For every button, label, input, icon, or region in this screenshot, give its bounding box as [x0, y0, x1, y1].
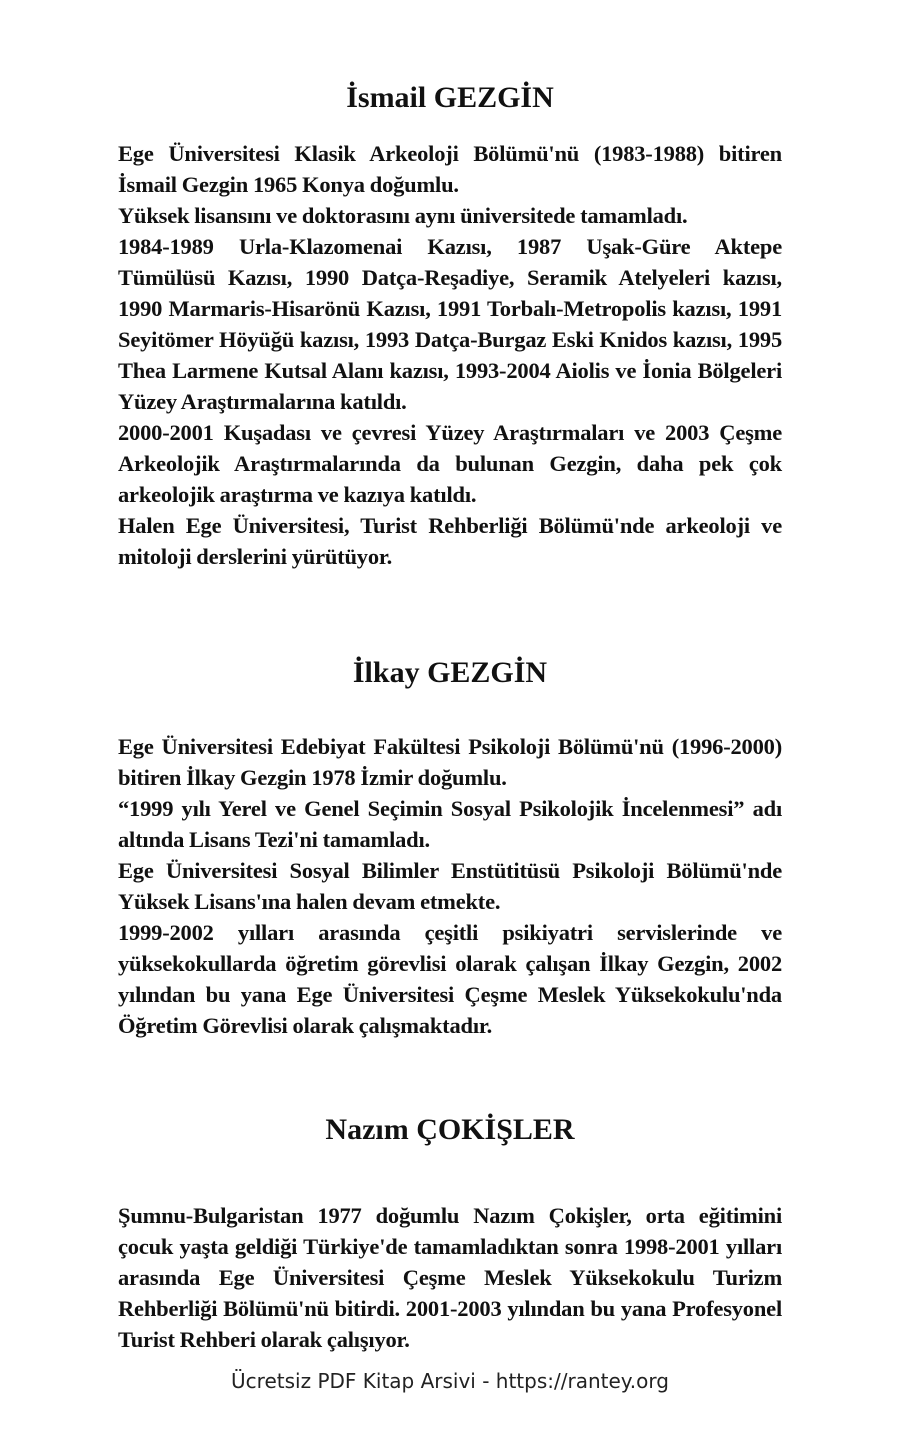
- footer-source-note: Ücretsiz PDF Kitap Arsivi - https://rantey.org: [231, 1369, 669, 1393]
- biography-nazim-cokisler: [118, 1112, 782, 1355]
- paragraph: 1999-2002 yılları arasında çeşitli psikiyatri servislerinde ve yüksekokullarda öğretim görevlisi olarak çalışan İlkay Gezgin, 2002 yılından bu yana Ege Üniversitesi Çeşme Meslek Yüksekokulu'nda Öğretim Görevlisi olarak çalışmaktadır.: [118, 920, 782, 1038]
- biography-ilkay-gezgin: [118, 655, 782, 1041]
- biography-ismail-gezgin: [118, 80, 782, 572]
- paragraph: “1999 yılı Yerel ve Genel Seçimin Sosyal Psikolojik İncelenmesi” adı altında Lisans Tezi'ni tamamladı.: [118, 796, 782, 852]
- paragraph: 1984-1989 Urla-Klazomenai Kazısı, 1987 Uşak-Güre Aktepe Tümülüsü Kazısı, 1990 Datça-Reşadiye, Seramik Atelyeleri kazısı, 1990 Marmaris-Hisarönü Kazısı, 1991 Torbalı-Metropolis kazısı, 1991 Seyitömer Höyüğü kazısı, 1993 Datça-Burgaz Eski Knidos kazısı, 1995 Thea Larmene Kutsal Alanı kazısı, 1993-2004 Aiolis ve İonia Bölgeleri Yüzey Araştırmalarına katıldı.: [118, 234, 782, 414]
- section-title: İsmail GEZGİN: [346, 81, 554, 114]
- section-title: İlkay GEZGİN: [352, 656, 548, 689]
- paragraph: Ege Üniversitesi Klasik Arkeoloji Bölümü'nü (1983-1988) bitiren İsmail Gezgin 1965 Konya doğumlu.: [118, 141, 782, 197]
- section-title: Nazım ÇOKİŞLER: [325, 1113, 575, 1146]
- paragraph: Yüksek lisansını ve doktorasını aynı üniversitede tamamladı.: [118, 203, 688, 228]
- paragraph: Şumnu-Bulgaristan 1977 doğumlu Nazım Çokişler, orta eğitimini çocuk yaşta geldiği Türkiye'de tamamladıktan sonra 1998-2001 yılları arasında Ege Üniversitesi Çeşme Meslek Yüksekokulu Turizm Rehberliği Bölümü'nü bitirdi. 2001-2003 yılından bu yana Profesyonel Turist Rehberi olarak çalışıyor.: [118, 1203, 782, 1352]
- paragraph: Halen Ege Üniversitesi, Turist Rehberliği Bölümü'nde arkeoloji ve mitoloji derslerini yürütüyor.: [118, 513, 782, 569]
- paragraph: 2000-2001 Kuşadası ve çevresi Yüzey Araştırmaları ve 2003 Çeşme Arkeolojik Araştırmalarında da bulunan Gezgin, daha pek çok arkeolojik araştırma ve kazıya katıldı.: [118, 420, 782, 507]
- paragraph: Ege Üniversitesi Sosyal Bilimler Enstütitüsü Psikoloji Bölümü'nde Yüksek Lisans'ına halen devam etmekte.: [118, 858, 782, 914]
- paragraph: Ege Üniversitesi Edebiyat Fakültesi Psikoloji Bölümü'nü (1996-2000) bitiren İlkay Gezgin 1978 İzmir doğumlu.: [118, 734, 782, 790]
